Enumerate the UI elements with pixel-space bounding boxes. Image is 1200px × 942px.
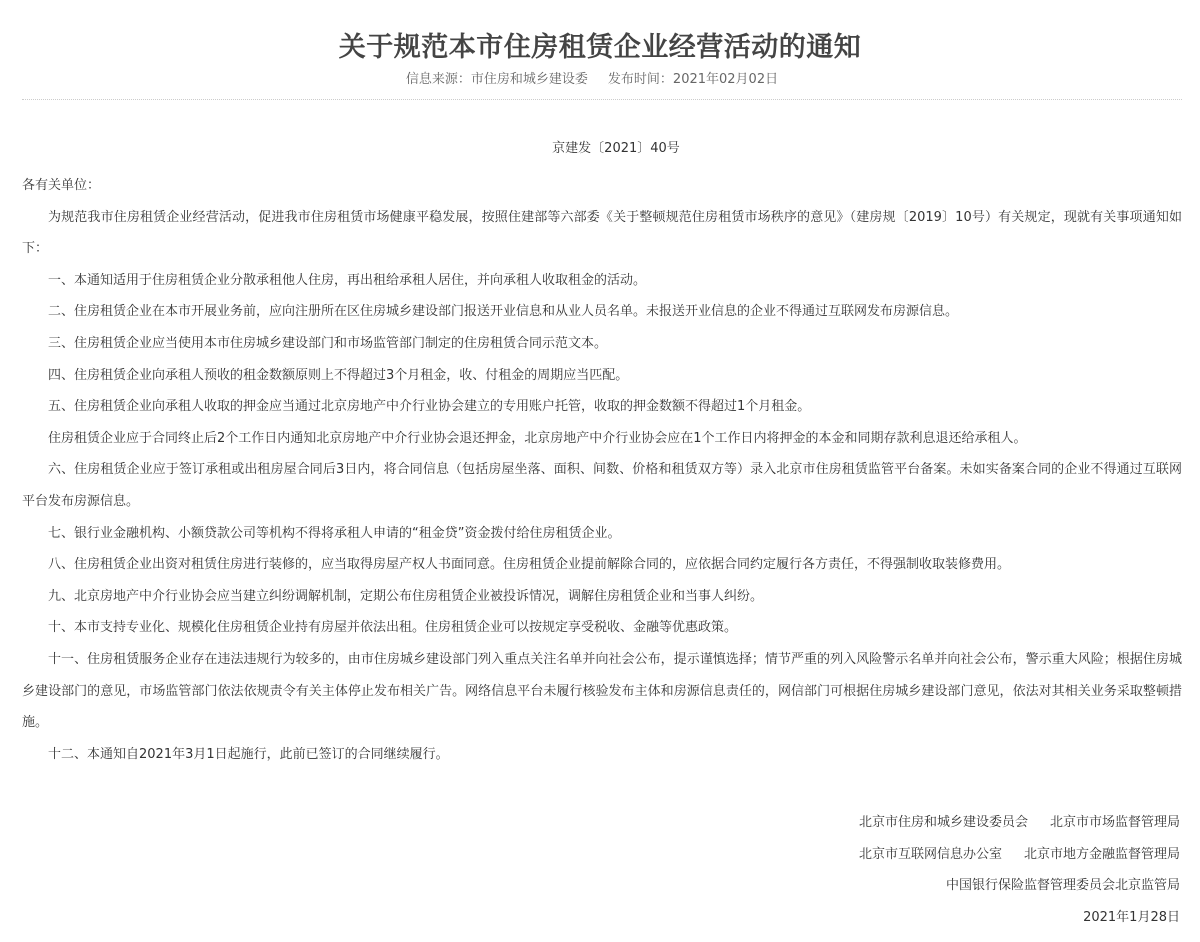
signer-finance-bureau: 北京市地方金融监督管理局 [1023, 846, 1180, 862]
article-body [22, 170, 1182, 770]
salutation: 各有关单位： [22, 178, 101, 193]
signer-row [600, 839, 1180, 871]
publish-date: 发布时间：2021年02月02日 [607, 72, 779, 87]
paragraph-item-10: 十、本市支持专业化、规模化住房租赁企业持有房屋并依法出租。住房租赁企业可以按规定享受税收、金融等优惠政策。 [48, 620, 738, 636]
paragraph-item-7: 七、银行业金融机构、小额贷款公司等机构不得将承租人申请的“租金贷”资金拨付给住房租赁企业。 [48, 525, 621, 541]
page-title: 关于规范本市住房租赁企业经营活动的通知 [338, 32, 862, 63]
paragraph-item-5: 五、住房租赁企业向承租人收取的押金应当通过北京房地产中介行业协会建立的专用账户托管，收取的押金数额不得超过1个月租金。 [48, 399, 811, 415]
header-divider [22, 99, 1182, 100]
signer-market-regulation: 北京市市场监督管理局 [1049, 815, 1180, 830]
paragraph-item-9: 九、北京房地产中介行业协会应当建立纠纷调解机制，定期公布住房租赁企业被投诉情况，调解住房租赁企业和当事人纠纷。 [48, 588, 764, 604]
paragraph-item-5-deposit: 住房租赁企业应于合同终止后2个工作日内通知北京房地产中介行业协会退还押金，北京房地产中介行业协会应在1个工作日内将押金的本金和同期存款利息退还给承租人。 [48, 430, 1027, 446]
paragraph-item-4: 四、住房租赁企业向承租人预收的租金数额原则上不得超过3个月租金，收、付租金的周期应当匹配。 [48, 367, 629, 383]
info-source: 信息来源：市住房和城乡建设委 [405, 72, 588, 87]
signing-date: 2021年1月28日 [1083, 909, 1180, 925]
issuing-authorities [600, 807, 1180, 933]
paragraph-item-3: 三、住房租赁企业应当使用本市住房城乡建设部门和市场监管部门制定的住房租赁合同示范文本。 [48, 335, 608, 351]
paragraph-item-2: 二、住房租赁企业在本市开展业务前，应向注册所在区住房城乡建设部门报送开业信息和从业人员名单。未报送开业信息的企业不得通过互联网发布房源信息。 [48, 304, 959, 320]
signer-row [600, 870, 1180, 902]
article-meta [0, 70, 1184, 90]
paragraph-item-6: 六、住房租赁企业应于签订承租或出租房屋合同后3日内，将合同信息（包括房屋坐落、面积、间数、价格和租赁双方等）录入北京市住房租赁监管平台备案。未如实备案合同的企业不得通过互联网平台发布房源信息。 [22, 462, 1182, 509]
paragraph-item-11: 十一、住房租赁服务企业存在违法违规行为较多的，由市住房城乡建设部门列入重点关注名单并向社会公布，提示谨慎选择；情节严重的列入风险警示名单并向社会公布，警示重大风险；根据住房城乡建设部门的意见，市场监管部门依法依规责令有关主体停止发布相关广告。网络信息平台未履行核验发布主体和房源信息责任的，网信部门可根据住房城乡建设部门意见，依法对其相关业务采取整顿措施。 [22, 651, 1182, 731]
document-number: 京建发〔2021〕40号 [552, 141, 680, 156]
signer-banking-regulator: 中国银行保险监督管理委员会北京监管局 [945, 878, 1180, 894]
signer-row [600, 807, 1180, 839]
paragraph-item-1: 一、本通知适用于住房租赁企业分散承租他人住房，再出租给承租人居住，并向承租人收取租金的活动。 [48, 272, 647, 288]
paragraph-intro: 为规范我市住房租赁企业经营活动，促进我市住房租赁市场健康平稳发展，按照住建部等六部委《关于整顿规范住房租赁市场秩序的意见》（建房规〔2019〕10号）有关规定，现就有关事项通知如下： [22, 209, 1182, 257]
paragraph-item-8: 八、住房租赁企业出资对租赁住房进行装修的，应当取得房屋产权人书面同意。住房租赁企业提前解除合同的，应依据合同约定履行各方责任，不得强制收取装修费用。 [48, 557, 1011, 573]
signer-internet-office: 北京市互联网信息办公室 [858, 846, 1002, 862]
signer-housing-commission: 北京市住房和城乡建设委员会 [858, 815, 1028, 830]
paragraph-item-12: 十二、本通知自2021年3月1日起施行，此前已签订的合同继续履行。 [48, 746, 449, 762]
